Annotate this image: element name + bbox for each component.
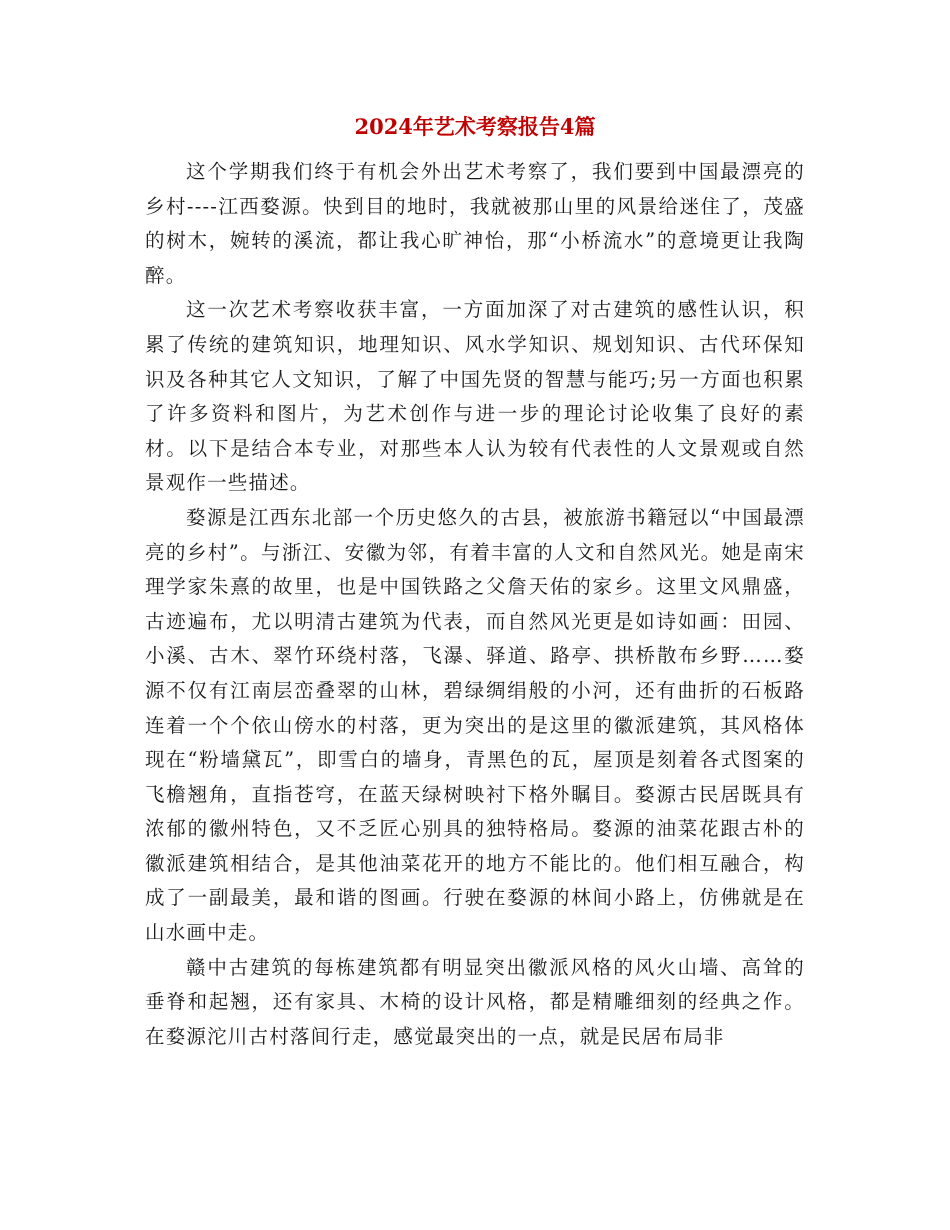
paragraph: 赣中古建筑的每栋建筑都有明显突出徽派风格的风火山墙、高耸的垂脊和起翘，还有家具、木椅的设计风格，都是精雕细刻的经典之作。在婺源沱川古村落间行走，感觉最突出的一点，就是民居布局非 xyxy=(145,955,805,1048)
paragraph: 婺源是江西东北部一个历史悠久的古县，被旅游书籍冠以“中国最漂亮的乡村”。与浙江、安徽为邻，有着丰富的人文和自然风光。她是南宋理学家朱熹的故里，也是中国铁路之父詹天佑的家乡。这里文风鼎盛，古迹遍布，尤以明清古建筑为代表，而自然风光更是如诗如画：田园、小溪、古木、翠竹环绕村落，飞瀑、驿道、路亭、拱桥散布乡野……婺源不仅有江南层峦叠翠的山林，碧绿绸绢般的小河，还有曲折的石板路连着一个个依山傍水的村落，更为突出的是这里的徽派建筑，其风格体现在“粉墙黛瓦”，即雪白的墙身，青黑色的瓦，屋顶是刻着各式图案的飞檐翘角，直指苍穹，在蓝天绿树映衬下格外瞩目。婺源古民居既具有浓郁的徽州特色，又不乏匠心别具的独特格局。婺源的油菜花跟古朴的徽派建筑相结合，是其他油菜花开的地方不能比的。他们相互融合，构成了一副最美，最和谐的图画。行驶在婺源的林间小路上，仿佛就是在山水画中走。 xyxy=(145,505,805,945)
document-title: 2024年艺术考察报告4篇 xyxy=(354,114,596,139)
paragraph: 这一次艺术考察收获丰富，一方面加深了对古建筑的感性认识，积累了传统的建筑知识，地理知识、风水学知识、规划知识、古代环保知识及各种其它人文知识，了解了中国先贤的智慧与能巧;另一方面也积累了许多资料和图片，为艺术创作与进一步的理论讨论收集了良好的素材。以下是结合本专业，对那些本人认为较有代表性的人文景观或自然景观作一些描述。 xyxy=(145,298,805,495)
paragraph: 这个学期我们终于有机会外出艺术考察了，我们要到中国最漂亮的乡村----江西婺源。快到目的地时，我就被那山里的风景给迷住了，茂盛的树木，婉转的溪流，都让我心旷神怡，那“小桥流水”的意境更让我陶醉。 xyxy=(145,160,805,287)
document-body xyxy=(145,155,805,1054)
